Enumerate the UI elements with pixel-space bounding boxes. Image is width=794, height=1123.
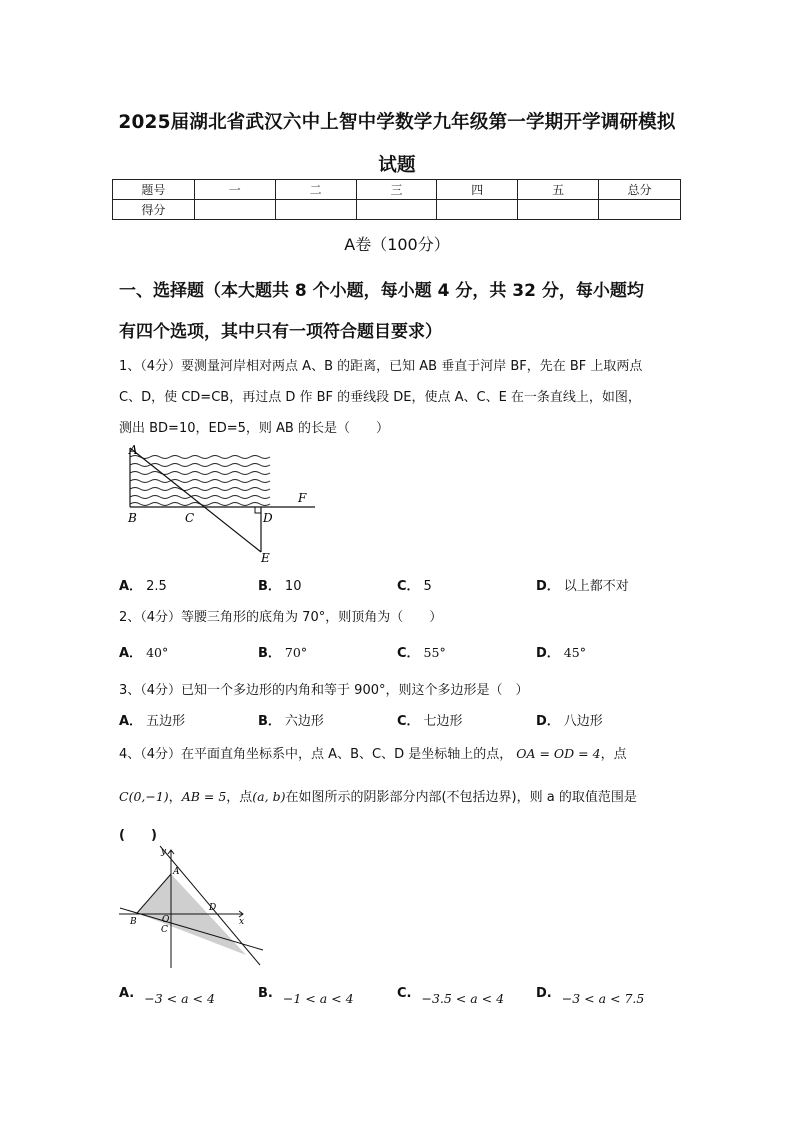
- section-heading-line2: 有四个选项，其中只有一项符合题目要求）: [119, 322, 442, 342]
- option-letter: C．: [397, 579, 420, 594]
- q4-math-oa-od: OA = OD = 4: [516, 746, 601, 761]
- score-row-label: 得分: [113, 200, 195, 220]
- q1-option-a[interactable]: [119, 575, 167, 594]
- q4-option-c[interactable]: [397, 985, 505, 1006]
- q4-stem-line3: ( ): [119, 828, 157, 843]
- option-letter: A．: [119, 579, 143, 594]
- label-a: A: [173, 867, 180, 877]
- option-text: 70°: [284, 645, 308, 660]
- q3-option-d[interactable]: [536, 710, 603, 729]
- label-b: B: [128, 511, 137, 525]
- q4-math-ab: AB = 5: [181, 789, 227, 804]
- q4-option-d[interactable]: [536, 985, 645, 1006]
- label-f: F: [298, 491, 307, 505]
- option-letter: B．: [258, 579, 281, 594]
- q3-option-c[interactable]: [397, 710, 463, 729]
- q1-option-d[interactable]: [536, 575, 629, 594]
- score-cell: [599, 200, 681, 220]
- option-letter: C．: [397, 714, 420, 729]
- q4-option-a[interactable]: [119, 985, 215, 1006]
- option-text: −3 < a < 7.5: [561, 991, 645, 1006]
- option-letter: B．: [258, 714, 281, 729]
- q3-stem: 3、（4分）已知一个多边形的内角和等于 900°，则这个多边形是（ ）: [119, 683, 529, 698]
- score-cell: [437, 200, 518, 220]
- option-text: 六边形: [284, 714, 324, 729]
- q2-stem: 2、（4分）等腰三角形的底角为 70°，则顶角为（ ）: [119, 610, 443, 625]
- score-header-cell: 二: [275, 180, 356, 200]
- option-letter: C．: [397, 646, 420, 661]
- option-letter: C.: [397, 986, 412, 1001]
- section-heading-line1: 一、选择题（本大题共 8 个小题，每小题 4 分，共 32 分，每小题均: [119, 281, 644, 301]
- q1-river-figure: [115, 440, 325, 568]
- option-text: 2.5: [146, 579, 167, 594]
- score-header-cell: 总分: [599, 180, 681, 200]
- option-text: 5: [423, 579, 432, 594]
- river-waves: [130, 456, 270, 506]
- option-letter: A．: [119, 714, 143, 729]
- option-letter: B.: [258, 986, 273, 1001]
- q1-stem-line3: 测出 BD=10，ED=5，则 AB 的长是（ ）: [119, 421, 389, 436]
- option-text: −1 < a < 4: [282, 991, 354, 1006]
- score-cell: [356, 200, 437, 220]
- option-letter: D.: [536, 986, 552, 1001]
- option-letter: D．: [536, 646, 560, 661]
- option-text: 五边形: [146, 714, 186, 729]
- q4-coordinate-figure: [115, 842, 270, 972]
- score-header-cell: 五: [518, 180, 599, 200]
- exam-title: 2025届湖北省武汉六中上智中学数学九年级第一学期开学调研模拟: [118, 112, 676, 133]
- option-text: 45°: [563, 645, 586, 660]
- score-header-cell: 四: [437, 180, 518, 200]
- q1-stem-line2: C、D，使 CD=CB，再过点 D 作 BF 的垂线段 DE，使点 A、C、E 在一条直线上，如图，: [119, 390, 641, 405]
- label-a: A: [129, 443, 138, 457]
- score-table-header-row: [113, 180, 681, 200]
- option-text: 以上都不对: [563, 579, 629, 594]
- q2-option-c[interactable]: [397, 642, 446, 661]
- option-text: −3.5 < a < 4: [421, 991, 505, 1006]
- q3-option-b[interactable]: [258, 710, 324, 729]
- q4-line2-tail: 在如图所示的阴影部分内部(不包括边界)，则 a 的取值范围是: [285, 790, 637, 805]
- score-table: [112, 179, 681, 220]
- label-o: O: [162, 915, 170, 925]
- q4-line1-tail: ，点: [600, 747, 627, 762]
- exam-title-line2: 试题: [378, 155, 416, 176]
- q4-line2-mid: ，点: [226, 790, 253, 805]
- q2-option-a[interactable]: [119, 642, 168, 661]
- q3-option-a[interactable]: [119, 710, 185, 729]
- score-header-cell: 三: [356, 180, 437, 200]
- option-letter: A．: [119, 646, 143, 661]
- q1-option-c[interactable]: [397, 575, 432, 594]
- label-c: C: [161, 925, 168, 935]
- q4-stem-line2: [119, 786, 637, 805]
- q4-math-point-c: C(0,−1): [119, 789, 169, 804]
- axis-label-x: x: [239, 917, 245, 927]
- score-header-cell: 一: [194, 180, 275, 200]
- right-angle-mark: [255, 507, 261, 513]
- score-header-cell: 题号: [113, 180, 195, 200]
- q4-line1-text: 4、（4分）在平面直角坐标系中，点 A、B、C、D 是坐标轴上的点，: [119, 747, 513, 762]
- label-b: B: [130, 917, 137, 927]
- option-text: −3 < a < 4: [144, 991, 215, 1006]
- option-text: 10: [284, 579, 302, 594]
- label-d: D: [263, 511, 273, 525]
- q2-option-b[interactable]: [258, 642, 307, 661]
- option-letter: D．: [536, 579, 560, 594]
- score-table-score-row: [113, 200, 681, 220]
- label-c: C: [185, 511, 195, 525]
- label-d: D: [209, 903, 217, 913]
- option-text: 40°: [146, 645, 169, 660]
- option-letter: B．: [258, 646, 281, 661]
- q2-option-d[interactable]: [536, 642, 586, 661]
- label-e: E: [261, 551, 270, 565]
- option-letter: D．: [536, 714, 560, 729]
- option-text: 八边形: [563, 714, 603, 729]
- score-cell: [194, 200, 275, 220]
- q4-math-point-ab: (a, b): [252, 789, 286, 804]
- score-cell: [275, 200, 356, 220]
- option-letter: A.: [119, 986, 135, 1001]
- option-text: 七边形: [423, 714, 463, 729]
- paper-part-heading: A卷（100分）: [344, 235, 450, 254]
- option-text: 55°: [423, 645, 446, 660]
- q4-line2-sep: ，: [168, 790, 182, 805]
- q4-stem-line1: [119, 743, 627, 762]
- q1-stem-line1: 1、（4分）要测量河岸相对两点 A、B 的距离，已知 AB 垂直于河岸 BF，先在 BF 上取两点: [119, 359, 643, 374]
- score-cell: [518, 200, 599, 220]
- q1-option-b[interactable]: [258, 575, 301, 594]
- q4-option-b[interactable]: [258, 985, 354, 1006]
- axis-label-y: y: [161, 847, 167, 857]
